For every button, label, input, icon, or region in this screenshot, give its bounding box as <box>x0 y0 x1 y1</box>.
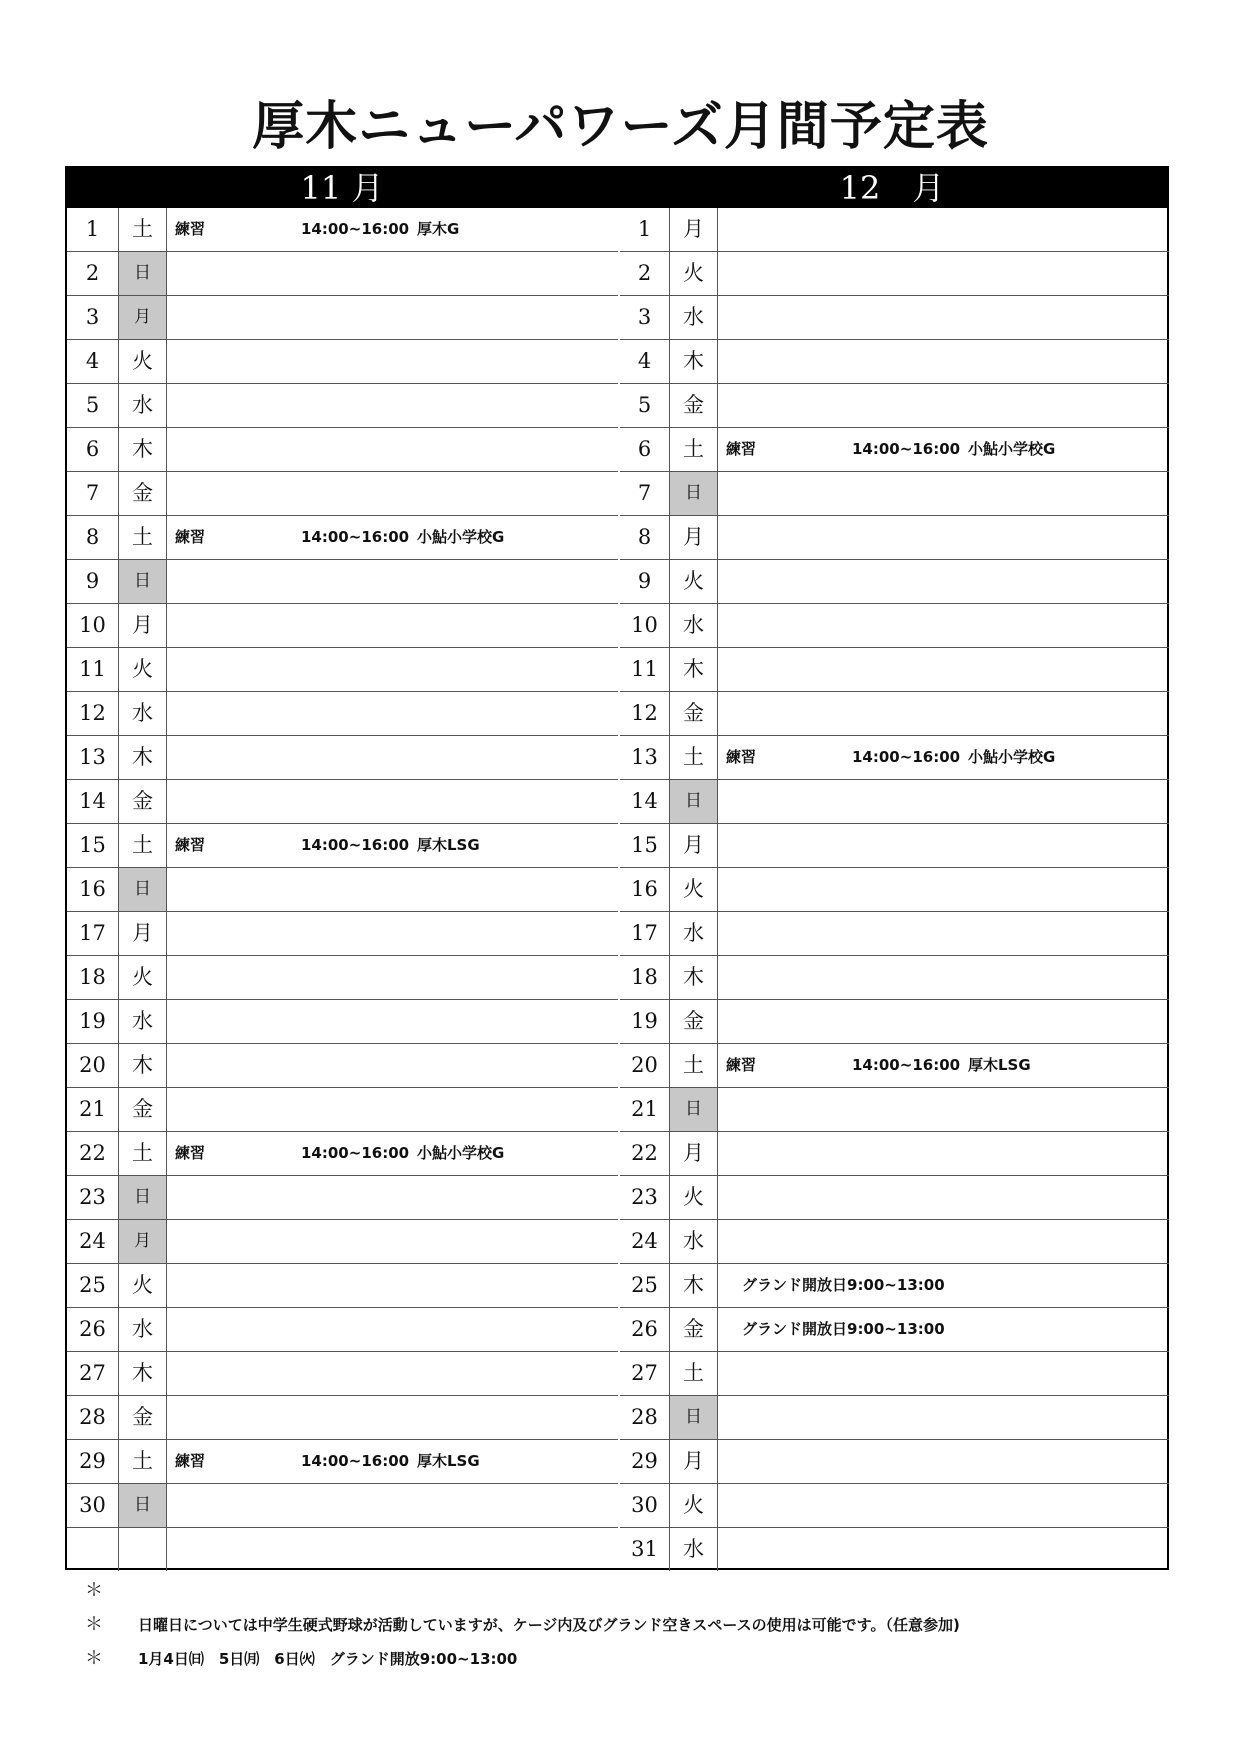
weekday: 月 <box>670 208 718 251</box>
day-number: 17 <box>620 912 670 955</box>
day-number: 10 <box>620 604 670 647</box>
day-number: 15 <box>67 824 119 867</box>
december-row <box>620 912 1169 956</box>
weekday: 火 <box>119 340 167 383</box>
day-number: 28 <box>67 1396 119 1439</box>
weekday: 金 <box>670 1000 718 1043</box>
december-row <box>620 208 1169 252</box>
weekday: 木 <box>670 956 718 999</box>
footnote-line <box>0 1644 1241 1674</box>
weekday: 金 <box>670 692 718 735</box>
event-time: 14:00~16:00 <box>852 748 961 766</box>
december-row <box>620 1528 1169 1572</box>
weekday: 火 <box>670 868 718 911</box>
weekday-holiday: 日 <box>670 780 718 823</box>
day-number: 26 <box>620 1308 670 1351</box>
december-row <box>620 736 1169 780</box>
weekday: 水 <box>119 1000 167 1043</box>
december-row <box>620 1440 1169 1484</box>
november-row <box>67 692 618 736</box>
day-number: 29 <box>620 1440 670 1483</box>
december-row <box>620 868 1169 912</box>
schedule-table <box>65 166 1169 1570</box>
day-number: 3 <box>67 296 119 339</box>
footnote-line <box>0 1576 1241 1606</box>
weekday: 土 <box>670 1352 718 1395</box>
december-row <box>620 340 1169 384</box>
day-number: 1 <box>620 208 670 251</box>
event-time: 14:00~16:00 <box>852 440 961 458</box>
december-row <box>620 1132 1169 1176</box>
day-number: 11 <box>620 648 670 691</box>
november-row <box>67 1264 618 1308</box>
weekday: 金 <box>670 384 718 427</box>
december-row <box>620 956 1169 1000</box>
weekday: 木 <box>670 340 718 383</box>
day-number: 9 <box>67 560 119 603</box>
weekday-holiday: 日 <box>119 868 167 911</box>
weekday: 木 <box>670 648 718 691</box>
day-number: 17 <box>67 912 119 955</box>
weekday: 土 <box>119 1132 167 1175</box>
weekday: 月 <box>670 1440 718 1483</box>
november-row <box>67 1220 618 1264</box>
day-number: 28 <box>620 1396 670 1439</box>
event-place: 厚木LSG <box>417 1452 480 1470</box>
weekday <box>119 1528 167 1571</box>
november-row <box>67 956 618 1000</box>
event-place: 小鮎小学校G <box>968 440 1056 458</box>
day-number: 29 <box>67 1440 119 1483</box>
weekday: 月 <box>119 604 167 647</box>
day-number: 1 <box>67 208 119 251</box>
event-time: 14:00~16:00 <box>301 836 410 854</box>
december-row <box>620 384 1169 428</box>
event-activity: 練習 <box>175 220 206 238</box>
weekday: 土 <box>119 824 167 867</box>
weekday: 水 <box>670 1528 718 1571</box>
day-number: 12 <box>67 692 119 735</box>
asterisk-icon: ＊ <box>85 1580 103 1601</box>
weekday: 月 <box>670 1132 718 1175</box>
november-row <box>67 296 618 340</box>
weekday: 土 <box>119 208 167 251</box>
december-row <box>620 648 1169 692</box>
day-number: 22 <box>67 1132 119 1175</box>
event-activity: 練習 <box>726 1056 757 1074</box>
event-time: 14:00~16:00 <box>301 1452 410 1470</box>
weekday: 水 <box>119 1308 167 1351</box>
day-number: 14 <box>620 780 670 823</box>
day-number: 4 <box>620 340 670 383</box>
day-number: 9 <box>620 560 670 603</box>
day-number: 2 <box>67 252 119 295</box>
day-number: 19 <box>620 1000 670 1043</box>
weekday: 火 <box>119 956 167 999</box>
event-place: 小鮎小学校G <box>968 748 1056 766</box>
day-number: 25 <box>620 1264 670 1307</box>
november-row <box>67 736 618 780</box>
event-place: 厚木LSG <box>968 1056 1031 1074</box>
december-row <box>620 1352 1169 1396</box>
footnote-line <box>0 1610 1241 1640</box>
december-row <box>620 472 1169 516</box>
month-header-november: 11 月 <box>300 169 384 207</box>
event-time: 14:00~16:00 <box>301 220 410 238</box>
weekday: 木 <box>119 1352 167 1395</box>
november-row <box>67 604 618 648</box>
december-row <box>620 604 1169 648</box>
day-number: 8 <box>620 516 670 559</box>
day-number: 5 <box>620 384 670 427</box>
weekday: 土 <box>119 1440 167 1483</box>
event-place: 小鮎小学校G <box>417 528 505 546</box>
day-number: 24 <box>620 1220 670 1263</box>
day-number: 14 <box>67 780 119 823</box>
november-row <box>67 1440 618 1484</box>
weekday: 火 <box>119 1264 167 1307</box>
day-number: 10 <box>67 604 119 647</box>
december-row <box>620 1484 1169 1528</box>
november-row <box>67 252 618 296</box>
december-row <box>620 252 1169 296</box>
weekday: 土 <box>670 736 718 779</box>
asterisk-icon: ＊ <box>85 1614 103 1635</box>
november-row <box>67 780 618 824</box>
november-row <box>67 1308 618 1352</box>
day-number: 23 <box>67 1176 119 1219</box>
footnote-text: 1月4日㈰ 5日㈪ 6日㈫ グランド開放9:00~13:00 <box>138 1650 518 1668</box>
asterisk-icon: ＊ <box>85 1648 103 1669</box>
event-place: 小鮎小学校G <box>417 1144 505 1162</box>
event-activity: 練習 <box>175 528 206 546</box>
day-number: 13 <box>620 736 670 779</box>
weekday-holiday: 日 <box>119 560 167 603</box>
footnote-text: 日曜日については中学生硬式野球が活動していますが、ケージ内及びグランド空きスペースの使用は可能です。（任意参加) <box>138 1616 960 1634</box>
weekday: 水 <box>670 296 718 339</box>
november-row <box>67 472 618 516</box>
november-row <box>67 384 618 428</box>
december-row <box>620 1396 1169 1440</box>
november-row <box>67 1088 618 1132</box>
weekday: 火 <box>670 1484 718 1527</box>
weekday: 火 <box>670 560 718 603</box>
weekday: 水 <box>670 912 718 955</box>
november-row <box>67 1396 618 1440</box>
day-number: 21 <box>620 1088 670 1131</box>
day-number: 26 <box>67 1308 119 1351</box>
november-row <box>67 1000 618 1044</box>
november-row <box>67 1484 618 1528</box>
page-title: 厚木ニューパワーズ月間予定表 <box>252 96 989 157</box>
december-row <box>620 824 1169 868</box>
november-row <box>67 648 618 692</box>
weekday-holiday: 日 <box>670 472 718 515</box>
event-ground-open: グランド開放日9:00~13:00 <box>742 1320 945 1338</box>
november-row <box>67 1176 618 1220</box>
december-row <box>620 560 1169 604</box>
weekday: 土 <box>670 1044 718 1087</box>
event-activity: 練習 <box>175 1452 206 1470</box>
weekday: 木 <box>119 1044 167 1087</box>
november-row <box>67 560 618 604</box>
weekday-holiday: 月 <box>119 1220 167 1263</box>
weekday: 木 <box>670 1264 718 1307</box>
day-number: 27 <box>620 1352 670 1395</box>
december-row <box>620 692 1169 736</box>
day-number: 7 <box>620 472 670 515</box>
november-row <box>67 428 618 472</box>
day-number: 20 <box>67 1044 119 1087</box>
december-row <box>620 1308 1169 1352</box>
december-row <box>620 428 1169 472</box>
november-row <box>67 824 618 868</box>
weekday: 月 <box>670 824 718 867</box>
day-number: 23 <box>620 1176 670 1219</box>
day-number: 7 <box>67 472 119 515</box>
december-row <box>620 1000 1169 1044</box>
day-number <box>67 1528 119 1571</box>
day-number: 6 <box>67 428 119 471</box>
november-row <box>67 516 618 560</box>
day-number: 18 <box>620 956 670 999</box>
day-number: 20 <box>620 1044 670 1087</box>
november-row <box>67 1352 618 1396</box>
event-activity: 練習 <box>726 748 757 766</box>
day-number: 4 <box>67 340 119 383</box>
weekday: 水 <box>670 604 718 647</box>
day-number: 19 <box>67 1000 119 1043</box>
event-time: 14:00~16:00 <box>852 1056 961 1074</box>
weekday: 月 <box>670 516 718 559</box>
december-row <box>620 1220 1169 1264</box>
event-place: 厚木G <box>417 220 460 238</box>
weekday: 月 <box>119 912 167 955</box>
november-row <box>67 1132 618 1176</box>
day-number: 16 <box>67 868 119 911</box>
day-number: 6 <box>620 428 670 471</box>
month-header-bar <box>67 168 1167 208</box>
november-row <box>67 912 618 956</box>
weekday: 木 <box>119 736 167 779</box>
november-row <box>67 208 618 252</box>
day-number: 30 <box>67 1484 119 1527</box>
weekday: 水 <box>119 384 167 427</box>
weekday: 金 <box>119 1396 167 1439</box>
day-number: 11 <box>67 648 119 691</box>
weekday: 火 <box>670 252 718 295</box>
day-number: 16 <box>620 868 670 911</box>
month-header-december: 12 月 <box>839 169 945 207</box>
weekday: 土 <box>670 428 718 471</box>
weekday: 金 <box>119 1088 167 1131</box>
day-number: 15 <box>620 824 670 867</box>
weekday: 木 <box>119 428 167 471</box>
december-row <box>620 1088 1169 1132</box>
day-number: 3 <box>620 296 670 339</box>
weekday-holiday: 日 <box>119 252 167 295</box>
day-number: 18 <box>67 956 119 999</box>
december-row <box>620 1044 1169 1088</box>
day-number: 30 <box>620 1484 670 1527</box>
day-number: 22 <box>620 1132 670 1175</box>
weekday: 水 <box>119 692 167 735</box>
weekday-holiday: 日 <box>670 1088 718 1131</box>
event-activity: 練習 <box>175 836 206 854</box>
december-row <box>620 516 1169 560</box>
weekday-holiday: 日 <box>119 1176 167 1219</box>
weekday-holiday: 月 <box>119 296 167 339</box>
event-ground-open: グランド開放日9:00~13:00 <box>742 1276 945 1294</box>
december-row <box>620 780 1169 824</box>
day-number: 8 <box>67 516 119 559</box>
weekday: 金 <box>119 780 167 823</box>
weekday: 火 <box>670 1176 718 1219</box>
day-number: 27 <box>67 1352 119 1395</box>
event-place: 厚木LSG <box>417 836 480 854</box>
event-time: 14:00~16:00 <box>301 528 410 546</box>
weekday-holiday: 日 <box>670 1396 718 1439</box>
day-number: 21 <box>67 1088 119 1131</box>
weekday: 土 <box>119 516 167 559</box>
december-row <box>620 1176 1169 1220</box>
event-activity: 練習 <box>726 440 757 458</box>
day-number: 25 <box>67 1264 119 1307</box>
november-row <box>67 340 618 384</box>
november-row <box>67 1044 618 1088</box>
november-row <box>67 868 618 912</box>
day-number: 24 <box>67 1220 119 1263</box>
event-activity: 練習 <box>175 1144 206 1162</box>
weekday: 火 <box>119 648 167 691</box>
day-number: 31 <box>620 1528 670 1571</box>
day-number: 12 <box>620 692 670 735</box>
weekday: 金 <box>119 472 167 515</box>
december-row <box>620 296 1169 340</box>
weekday: 金 <box>670 1308 718 1351</box>
weekday-holiday: 日 <box>119 1484 167 1527</box>
december-row <box>620 1264 1169 1308</box>
day-number: 13 <box>67 736 119 779</box>
day-number: 2 <box>620 252 670 295</box>
weekday: 水 <box>670 1220 718 1263</box>
event-time: 14:00~16:00 <box>301 1144 410 1162</box>
november-row <box>67 1528 618 1572</box>
day-number: 5 <box>67 384 119 427</box>
